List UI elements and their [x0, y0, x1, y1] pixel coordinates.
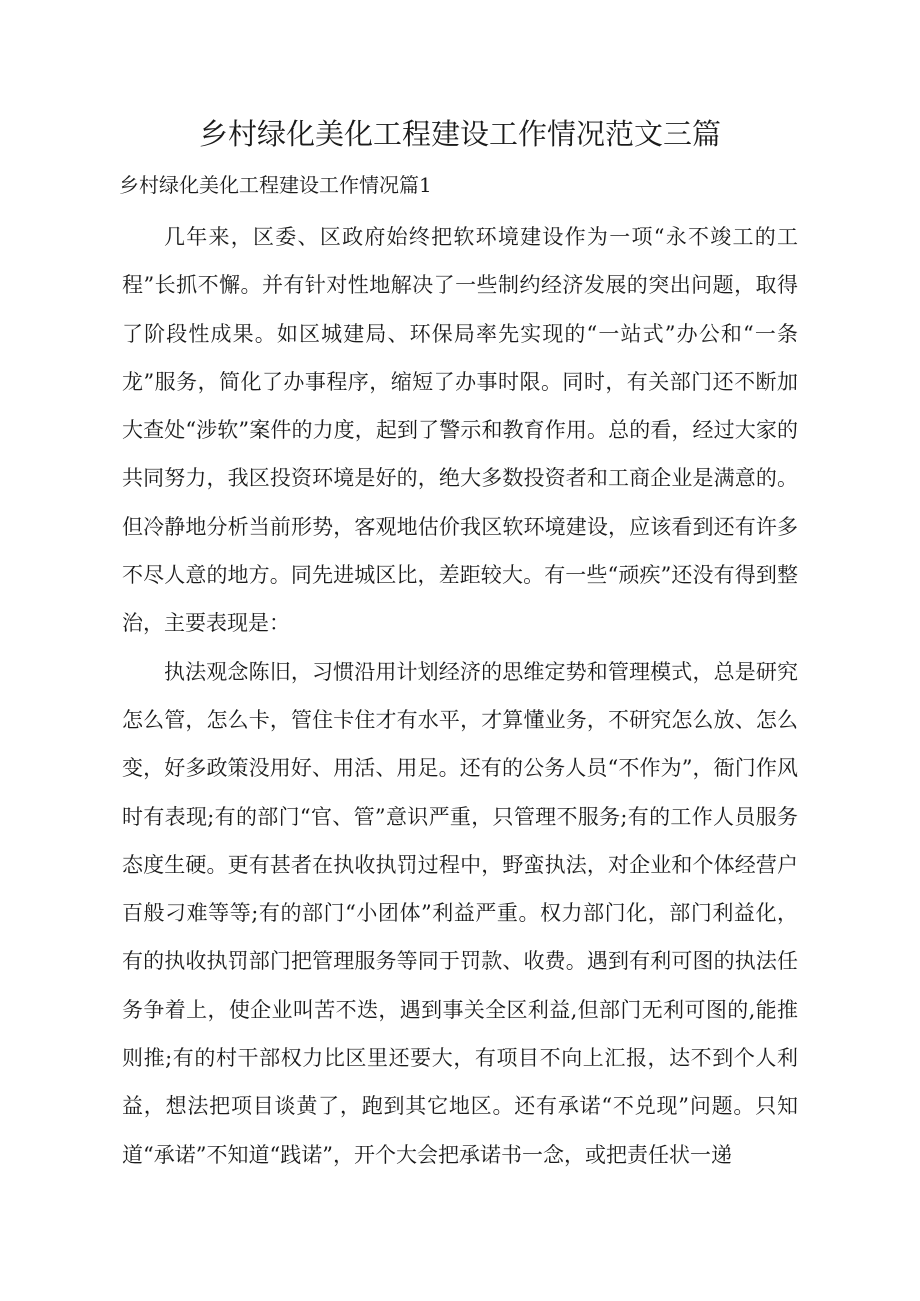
document-title: 乡村绿化美化工程建设工作情况范文三篇 — [198, 117, 721, 151]
document-body — [122, 213, 798, 1179]
paragraph-2: 执法观念陈旧，习惯沿用计划经济的思维定势和管理模式，总是研究怎么管，怎么卡，管住卡住才有水平，才算懂业务，不研究怎么放、怎么变，好多政策没用好、用活、用足。还有的公务人员“不作为”，衙门作风时有表现;有的部门“官、管”意识严重，只管理不服务;有的工作人员服务态度生硬。更有甚者在执收执罚过程中，野蛮执法，对企业和个体经营户百般刁难等等;有的部门“小团体”利益严重。权力部门化，部门利益化，有的执收执罚部门把管理服务等同于罚款、收费。遇到有利可图的执法任务争着上，使企业叫苦不迭，遇到事关全区利益,但部门无利可图的,能推则推;有的村干部权力比区里还要大，有项目不向上汇报，达不到个人利益，想法把项目谈黄了，跑到其它地区。还有承诺“不兑现”问题。只知道“承诺”不知道“践诺”，开个大会把承诺书一念，或把责任状一递 — [122, 659, 798, 1167]
paragraph-1: 几年来，区委、区政府始终把软环境建设作为一项“永不竣工的工程”长抓不懈。并有针对性地解决了一些制约经济发展的突出问题，取得了阶段性成果。如区城建局、环保局率先实现的“一站式”办公和“一条龙”服务，简化了办事程序，缩短了办事时限。同时，有关部门还不断加大查处“涉软”案件的力度，起到了警示和教育作用。总的看，经过大家的共同努力，我区投资环境是好的，绝大多数投资者和工商企业是满意的。但冷静地分析当前形势，客观地估价我区软环境建设，应该看到还有许多不尽人意的地方。同先进城区比，差距较大。有一些“顽疾”还没有得到整治，主要表现是： — [122, 225, 798, 636]
section-heading: 乡村绿化美化工程建设工作情况篇1 — [119, 173, 432, 197]
